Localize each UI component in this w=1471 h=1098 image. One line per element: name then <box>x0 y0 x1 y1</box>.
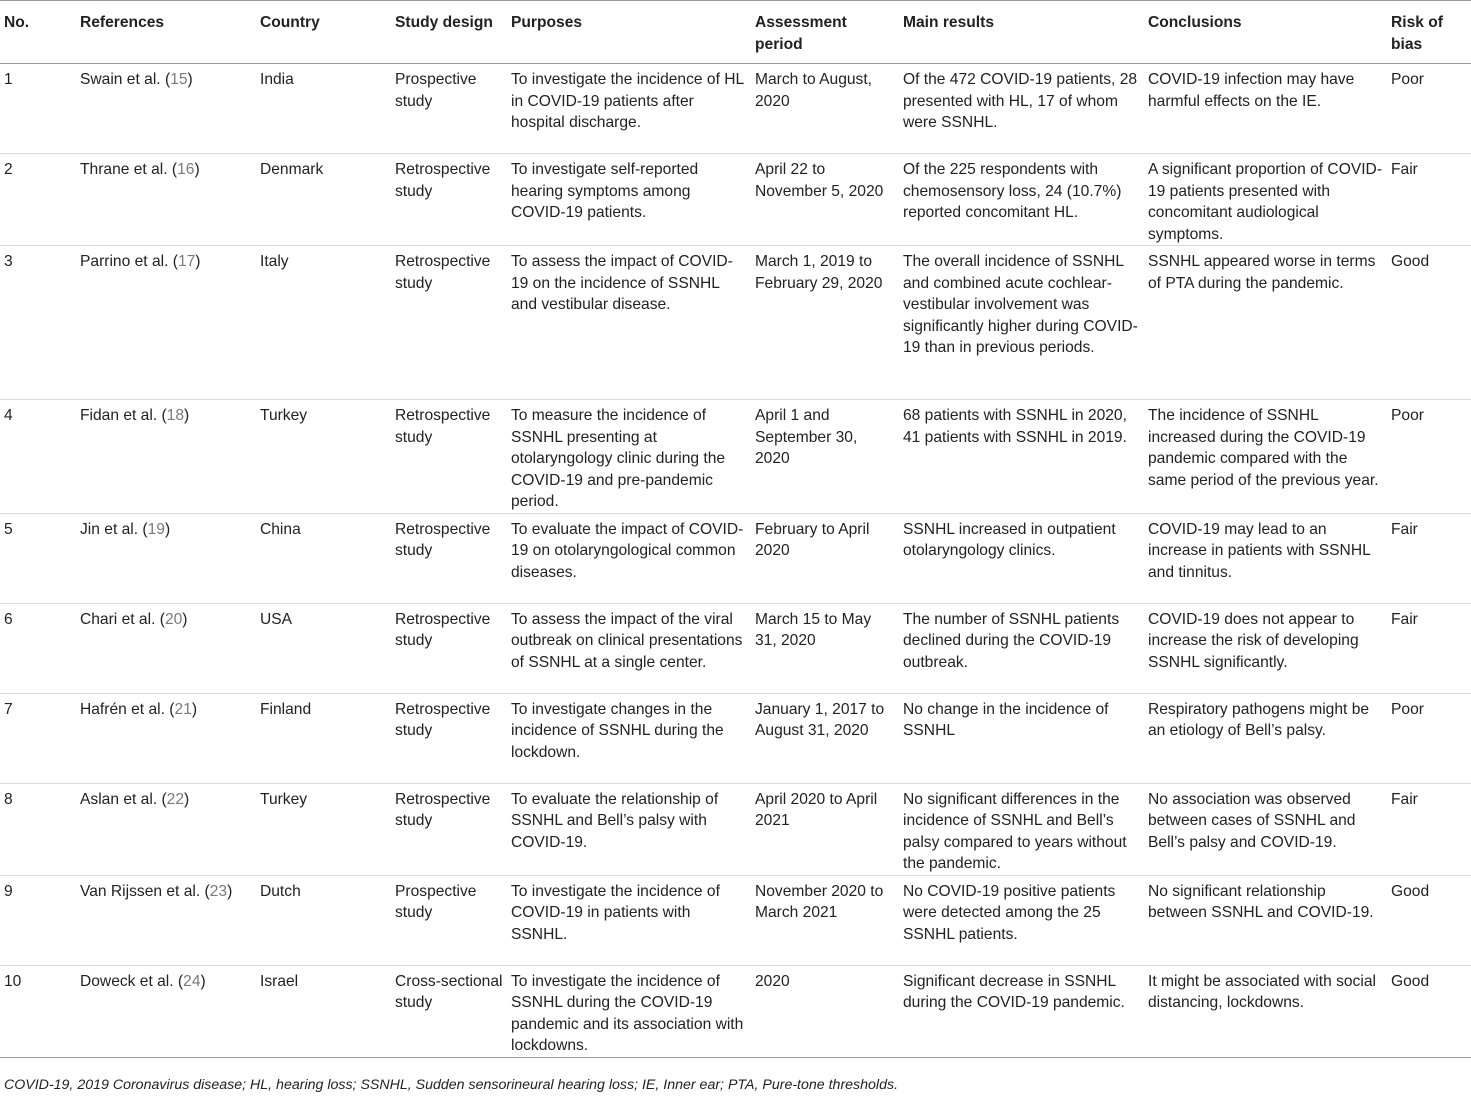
cell-reference <box>76 154 256 246</box>
cell-country: Denmark <box>256 154 391 246</box>
cell-purpose: To evaluate the impact of COVID-19 on otolaryngological common diseases. <box>507 513 751 603</box>
cell-study-design: Retrospective study <box>391 154 507 246</box>
reference-citation-link[interactable]: 20 <box>164 610 183 628</box>
cell-main-results: No significant differences in the incidence of SSNHL and Bell’s palsy compared to years without the pandemic. <box>899 783 1144 875</box>
reference-author: Aslan et al. ( <box>80 790 167 808</box>
cell-no: 10 <box>0 965 76 1057</box>
cell-reference <box>76 64 256 154</box>
header-assessment-period: Assessment period <box>751 1 899 64</box>
cell-risk-of-bias: Good <box>1387 965 1471 1057</box>
cell-assessment-period: March 15 to May 31, 2020 <box>751 603 899 693</box>
cell-main-results: The overall incidence of SSNHL and combined acute cochlear-vestibular involvement was significantly higher during COVID-19 than in previous periods. <box>899 246 1144 400</box>
reference-citation-link[interactable]: 15 <box>170 71 188 88</box>
reference-close-paren: ) <box>191 700 198 718</box>
reference-close-paren: ) <box>184 407 190 424</box>
reference-citation-link[interactable]: 18 <box>166 407 185 424</box>
header-purposes: Purposes <box>507 1 751 64</box>
table-row <box>0 513 1471 603</box>
cell-assessment-period: April 22 to November 5, 2020 <box>751 154 899 246</box>
reference-citation-link[interactable]: 19 <box>147 520 165 538</box>
table-header <box>0 1 1471 64</box>
table-row <box>0 154 1471 246</box>
cell-main-results: 68 patients with SSNHL in 2020, 41 patients with SSNHL in 2019. <box>899 400 1144 514</box>
cell-conclusions: The incidence of SSNHL increased during the COVID-19 pandemic compared with the same period of the previous year. <box>1144 400 1387 514</box>
cell-purpose: To evaluate the relationship of SSNHL and Bell’s palsy with COVID-19. <box>507 783 751 875</box>
cell-conclusions: COVID-19 does not appear to increase the risk of developing SSNHL significantly. <box>1144 603 1387 693</box>
cell-assessment-period: January 1, 2017 to August 31, 2020 <box>751 693 899 783</box>
reference-citation-link[interactable]: 21 <box>174 700 192 718</box>
cell-assessment-period: March 1, 2019 to February 29, 2020 <box>751 246 899 400</box>
cell-assessment-period: April 1 and September 30, 2020 <box>751 400 899 514</box>
cell-risk-of-bias: Poor <box>1387 693 1471 783</box>
cell-purpose: To investigate self-reported hearing symptoms among COVID-19 patients. <box>507 154 751 246</box>
cell-main-results: Of the 472 COVID-19 patients, 28 presented with HL, 17 of whom were SSNHL. <box>899 64 1144 154</box>
reference-author: Hafrén et al. ( <box>80 700 175 718</box>
cell-main-results: Significant decrease in SSNHL during the COVID-19 pandemic. <box>899 965 1144 1057</box>
cell-no: 3 <box>0 246 76 400</box>
cell-study-design: Retrospective study <box>391 693 507 783</box>
cell-assessment-period: November 2020 to March 2021 <box>751 875 899 965</box>
cell-risk-of-bias: Good <box>1387 246 1471 400</box>
header-study-design: Study design <box>391 1 507 64</box>
cell-study-design: Retrospective study <box>391 513 507 603</box>
reference-citation-link[interactable]: 24 <box>183 972 201 990</box>
header-main-results: Main results <box>899 1 1144 64</box>
cell-assessment-period: February to April 2020 <box>751 513 899 603</box>
cell-risk-of-bias: Fair <box>1387 783 1471 875</box>
reference-author: Fidan et al. ( <box>80 407 167 424</box>
cell-reference <box>76 246 256 400</box>
cell-country: Turkey <box>256 400 391 514</box>
cell-country: Italy <box>256 246 391 400</box>
cell-purpose: To investigate the incidence of HL in COVID-19 patients after hospital discharge. <box>507 64 751 154</box>
cell-purpose: To assess the impact of COVID-19 on the incidence of SSNHL and vestibular disease. <box>507 246 751 400</box>
header-risk-of-bias: Risk of bias <box>1387 1 1471 64</box>
reference-close-paren: ) <box>182 610 188 628</box>
table-row <box>0 400 1471 514</box>
table-row <box>0 64 1471 154</box>
cell-study-design: Retrospective study <box>391 603 507 693</box>
table-body <box>0 64 1471 1058</box>
cell-study-design: Cross-sectional study <box>391 965 507 1057</box>
cell-conclusions: It might be associated with social distancing, lockdowns. <box>1144 965 1387 1057</box>
reference-author: Swain et al. ( <box>80 71 171 88</box>
cell-main-results: The number of SSNHL patients declined during the COVID-19 outbreak. <box>899 603 1144 693</box>
cell-reference <box>76 513 256 603</box>
cell-reference <box>76 783 256 875</box>
cell-risk-of-bias: Fair <box>1387 603 1471 693</box>
cell-purpose: To assess the impact of the viral outbreak on clinical presentations of SSNHL at a single center. <box>507 603 751 693</box>
cell-conclusions: COVID-19 may lead to an increase in patients with SSNHL and tinnitus. <box>1144 513 1387 603</box>
reference-author: Van Rijssen et al. ( <box>80 882 210 900</box>
cell-conclusions: No significant relationship between SSNHL and COVID-19. <box>1144 875 1387 965</box>
cell-country: Dutch <box>256 875 391 965</box>
reference-author: Jin et al. ( <box>80 520 148 538</box>
reference-close-paren: ) <box>184 790 190 808</box>
cell-no: 8 <box>0 783 76 875</box>
cell-conclusions: Respiratory pathogens might be an etiology of Bell’s palsy. <box>1144 693 1387 783</box>
reference-author: Chari et al. ( <box>80 610 165 628</box>
cell-risk-of-bias: Fair <box>1387 513 1471 603</box>
cell-conclusions: COVID-19 infection may have harmful effects on the IE. <box>1144 64 1387 154</box>
table-row <box>0 965 1471 1057</box>
cell-purpose: To investigate the incidence of SSNHL during the COVID-19 pandemic and its association with lockdowns. <box>507 965 751 1057</box>
cell-conclusions: A significant proportion of COVID-19 patients presented with concomitant audiological symptoms. <box>1144 154 1387 246</box>
cell-study-design: Prospective study <box>391 875 507 965</box>
table-footnote: COVID-19, 2019 Coronavirus disease; HL, hearing loss; SSNHL, Sudden sensorineural hearing loss; IE, Inner ear; PTA, Pure-tone thresholds. <box>4 1077 899 1093</box>
cell-reference <box>76 400 256 514</box>
cell-risk-of-bias: Good <box>1387 875 1471 965</box>
header-country: Country <box>256 1 391 64</box>
cell-main-results: No change in the incidence of SSNHL <box>899 693 1144 783</box>
header-no: No. <box>0 1 76 64</box>
cell-reference <box>76 965 256 1057</box>
reference-citation-link[interactable]: 22 <box>166 790 185 808</box>
header-row <box>0 1 1471 64</box>
reference-close-paren: ) <box>195 253 201 270</box>
cell-risk-of-bias: Poor <box>1387 64 1471 154</box>
cell-no: 2 <box>0 154 76 246</box>
table-row <box>0 875 1471 965</box>
reference-close-paren: ) <box>187 71 193 88</box>
cell-reference <box>76 603 256 693</box>
cell-no: 4 <box>0 400 76 514</box>
cell-main-results: Of the 225 respondents with chemosensory loss, 24 (10.7%) reported concomitant HL. <box>899 154 1144 246</box>
cell-assessment-period: 2020 <box>751 965 899 1057</box>
reference-author: Doweck et al. ( <box>80 972 184 990</box>
cell-country: Turkey <box>256 783 391 875</box>
cell-purpose: To investigate changes in the incidence of SSNHL during the lockdown. <box>507 693 751 783</box>
cell-no: 7 <box>0 693 76 783</box>
cell-country: Israel <box>256 965 391 1057</box>
cell-study-design: Prospective study <box>391 64 507 154</box>
cell-no: 5 <box>0 513 76 603</box>
cell-country: USA <box>256 603 391 693</box>
cell-study-design: Retrospective study <box>391 400 507 514</box>
cell-country: India <box>256 64 391 154</box>
cell-reference <box>76 875 256 965</box>
cell-country: Finland <box>256 693 391 783</box>
table-row <box>0 603 1471 693</box>
table-row <box>0 783 1471 875</box>
cell-study-design: Retrospective study <box>391 783 507 875</box>
cell-study-design: Retrospective study <box>391 246 507 400</box>
cell-conclusions: No association was observed between cases of SSNHL and Bell’s palsy and COVID-19. <box>1144 783 1387 875</box>
reference-close-paren: ) <box>227 882 233 900</box>
cell-main-results: No COVID-19 positive patients were detected among the 25 SSNHL patients. <box>899 875 1144 965</box>
header-references: References <box>76 1 256 64</box>
table-row <box>0 246 1471 400</box>
cell-purpose: To investigate the incidence of COVID-19 in patients with SSNHL. <box>507 875 751 965</box>
cell-no: 6 <box>0 603 76 693</box>
cell-no: 1 <box>0 64 76 154</box>
cell-risk-of-bias: Poor <box>1387 400 1471 514</box>
reference-citation-link[interactable]: 16 <box>177 161 195 178</box>
cell-no: 9 <box>0 875 76 965</box>
reference-close-paren: ) <box>194 161 200 178</box>
cell-assessment-period: April 2020 to April 2021 <box>751 783 899 875</box>
reference-citation-link[interactable]: 17 <box>177 253 196 270</box>
cell-reference <box>76 693 256 783</box>
cell-assessment-period: March to August, 2020 <box>751 64 899 154</box>
cell-risk-of-bias: Fair <box>1387 154 1471 246</box>
reference-close-paren: ) <box>164 520 171 538</box>
header-conclusions: Conclusions <box>1144 1 1387 64</box>
reference-author: Thrane et al. ( <box>80 161 178 178</box>
reference-citation-link[interactable]: 23 <box>209 882 228 900</box>
table-row <box>0 693 1471 783</box>
cell-country: China <box>256 513 391 603</box>
reference-author: Parrino et al. ( <box>80 253 178 270</box>
cell-purpose: To measure the incidence of SSNHL presenting at otolaryngology clinic during the COVID-19 and pre-pandemic period. <box>507 400 751 514</box>
cell-conclusions: SSNHL appeared worse in terms of PTA during the pandemic. <box>1144 246 1387 400</box>
cell-main-results: SSNHL increased in outpatient otolaryngology clinics. <box>899 513 1144 603</box>
reference-close-paren: ) <box>200 972 206 990</box>
